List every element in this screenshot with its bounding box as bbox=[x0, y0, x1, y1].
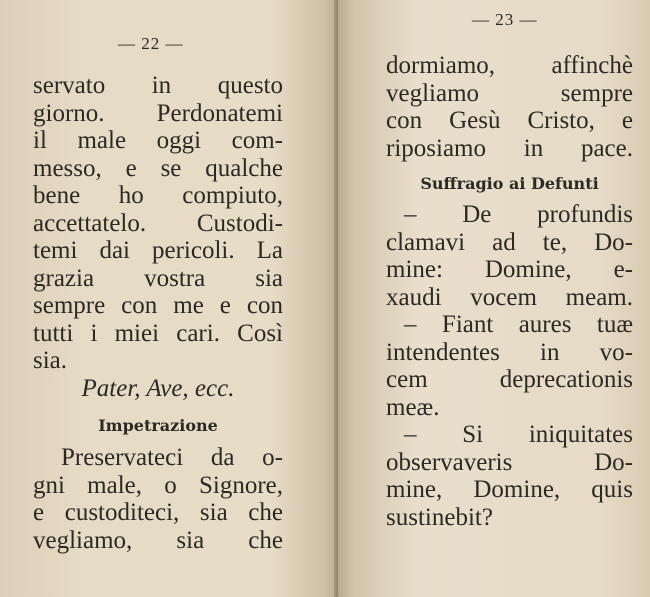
text-line: Preservateci da o- bbox=[61, 444, 283, 471]
text-line: giorno. Perdonatemi bbox=[33, 99, 283, 127]
page-text bbox=[33, 72, 283, 554]
text-line: – De profundis bbox=[404, 201, 633, 228]
text-line: riposiamo in pace. bbox=[386, 134, 633, 162]
pater-line: Pater, Ave, ecc. bbox=[81, 374, 235, 402]
text-line: grazia vostra sia bbox=[33, 264, 283, 292]
text-line: intendentes in vo- bbox=[386, 338, 633, 366]
text-line: e custoditeci, sia che bbox=[33, 499, 283, 526]
right-page bbox=[338, 0, 650, 597]
text-line: xaudi vocem meam. bbox=[386, 283, 633, 311]
text-line: cem deprecationis bbox=[386, 366, 633, 393]
section-heading: Suffragio ai Defunti bbox=[420, 174, 599, 193]
text-line: – Fiant aures tuæ bbox=[404, 311, 633, 338]
text-line: servato in questo bbox=[33, 72, 283, 99]
text-line: sia. bbox=[33, 347, 68, 374]
text-line: con Gesù Cristo, e bbox=[386, 107, 633, 134]
text-line: observaveris Do- bbox=[386, 448, 633, 476]
text-line: dormiamo, affinchè bbox=[386, 52, 633, 79]
text-line: il male oggi com- bbox=[33, 127, 283, 154]
text-line: tutti i miei cari. Così bbox=[33, 319, 283, 347]
text-line: mine: Domine, e- bbox=[386, 256, 633, 283]
text-line: messo, e se qualche bbox=[33, 154, 283, 182]
text-line: temi dai pericoli. La bbox=[33, 237, 283, 264]
text-line: meæ. bbox=[386, 393, 440, 421]
section-heading: Impetrazione bbox=[98, 416, 218, 435]
text-line: clamavi ad te, Do- bbox=[386, 228, 633, 256]
text-line: bene ho compiuto, bbox=[33, 182, 283, 209]
text-line: gni male, o Signore, bbox=[33, 471, 283, 499]
text-line: – Si iniquitates bbox=[404, 421, 633, 448]
text-line: accettatelo. Custodi- bbox=[33, 209, 283, 237]
text-line: mine, Domine, quis bbox=[386, 476, 633, 503]
text-line: sustinebit? bbox=[386, 503, 493, 531]
page-text bbox=[386, 52, 633, 531]
text-line: vegliamo sempre bbox=[386, 79, 633, 107]
page-number: — 23 — bbox=[472, 10, 538, 29]
text-line: sempre con me e con bbox=[33, 292, 283, 319]
text-line: vegliamo, sia che bbox=[33, 526, 283, 554]
page-number: — 22 — bbox=[118, 34, 184, 53]
